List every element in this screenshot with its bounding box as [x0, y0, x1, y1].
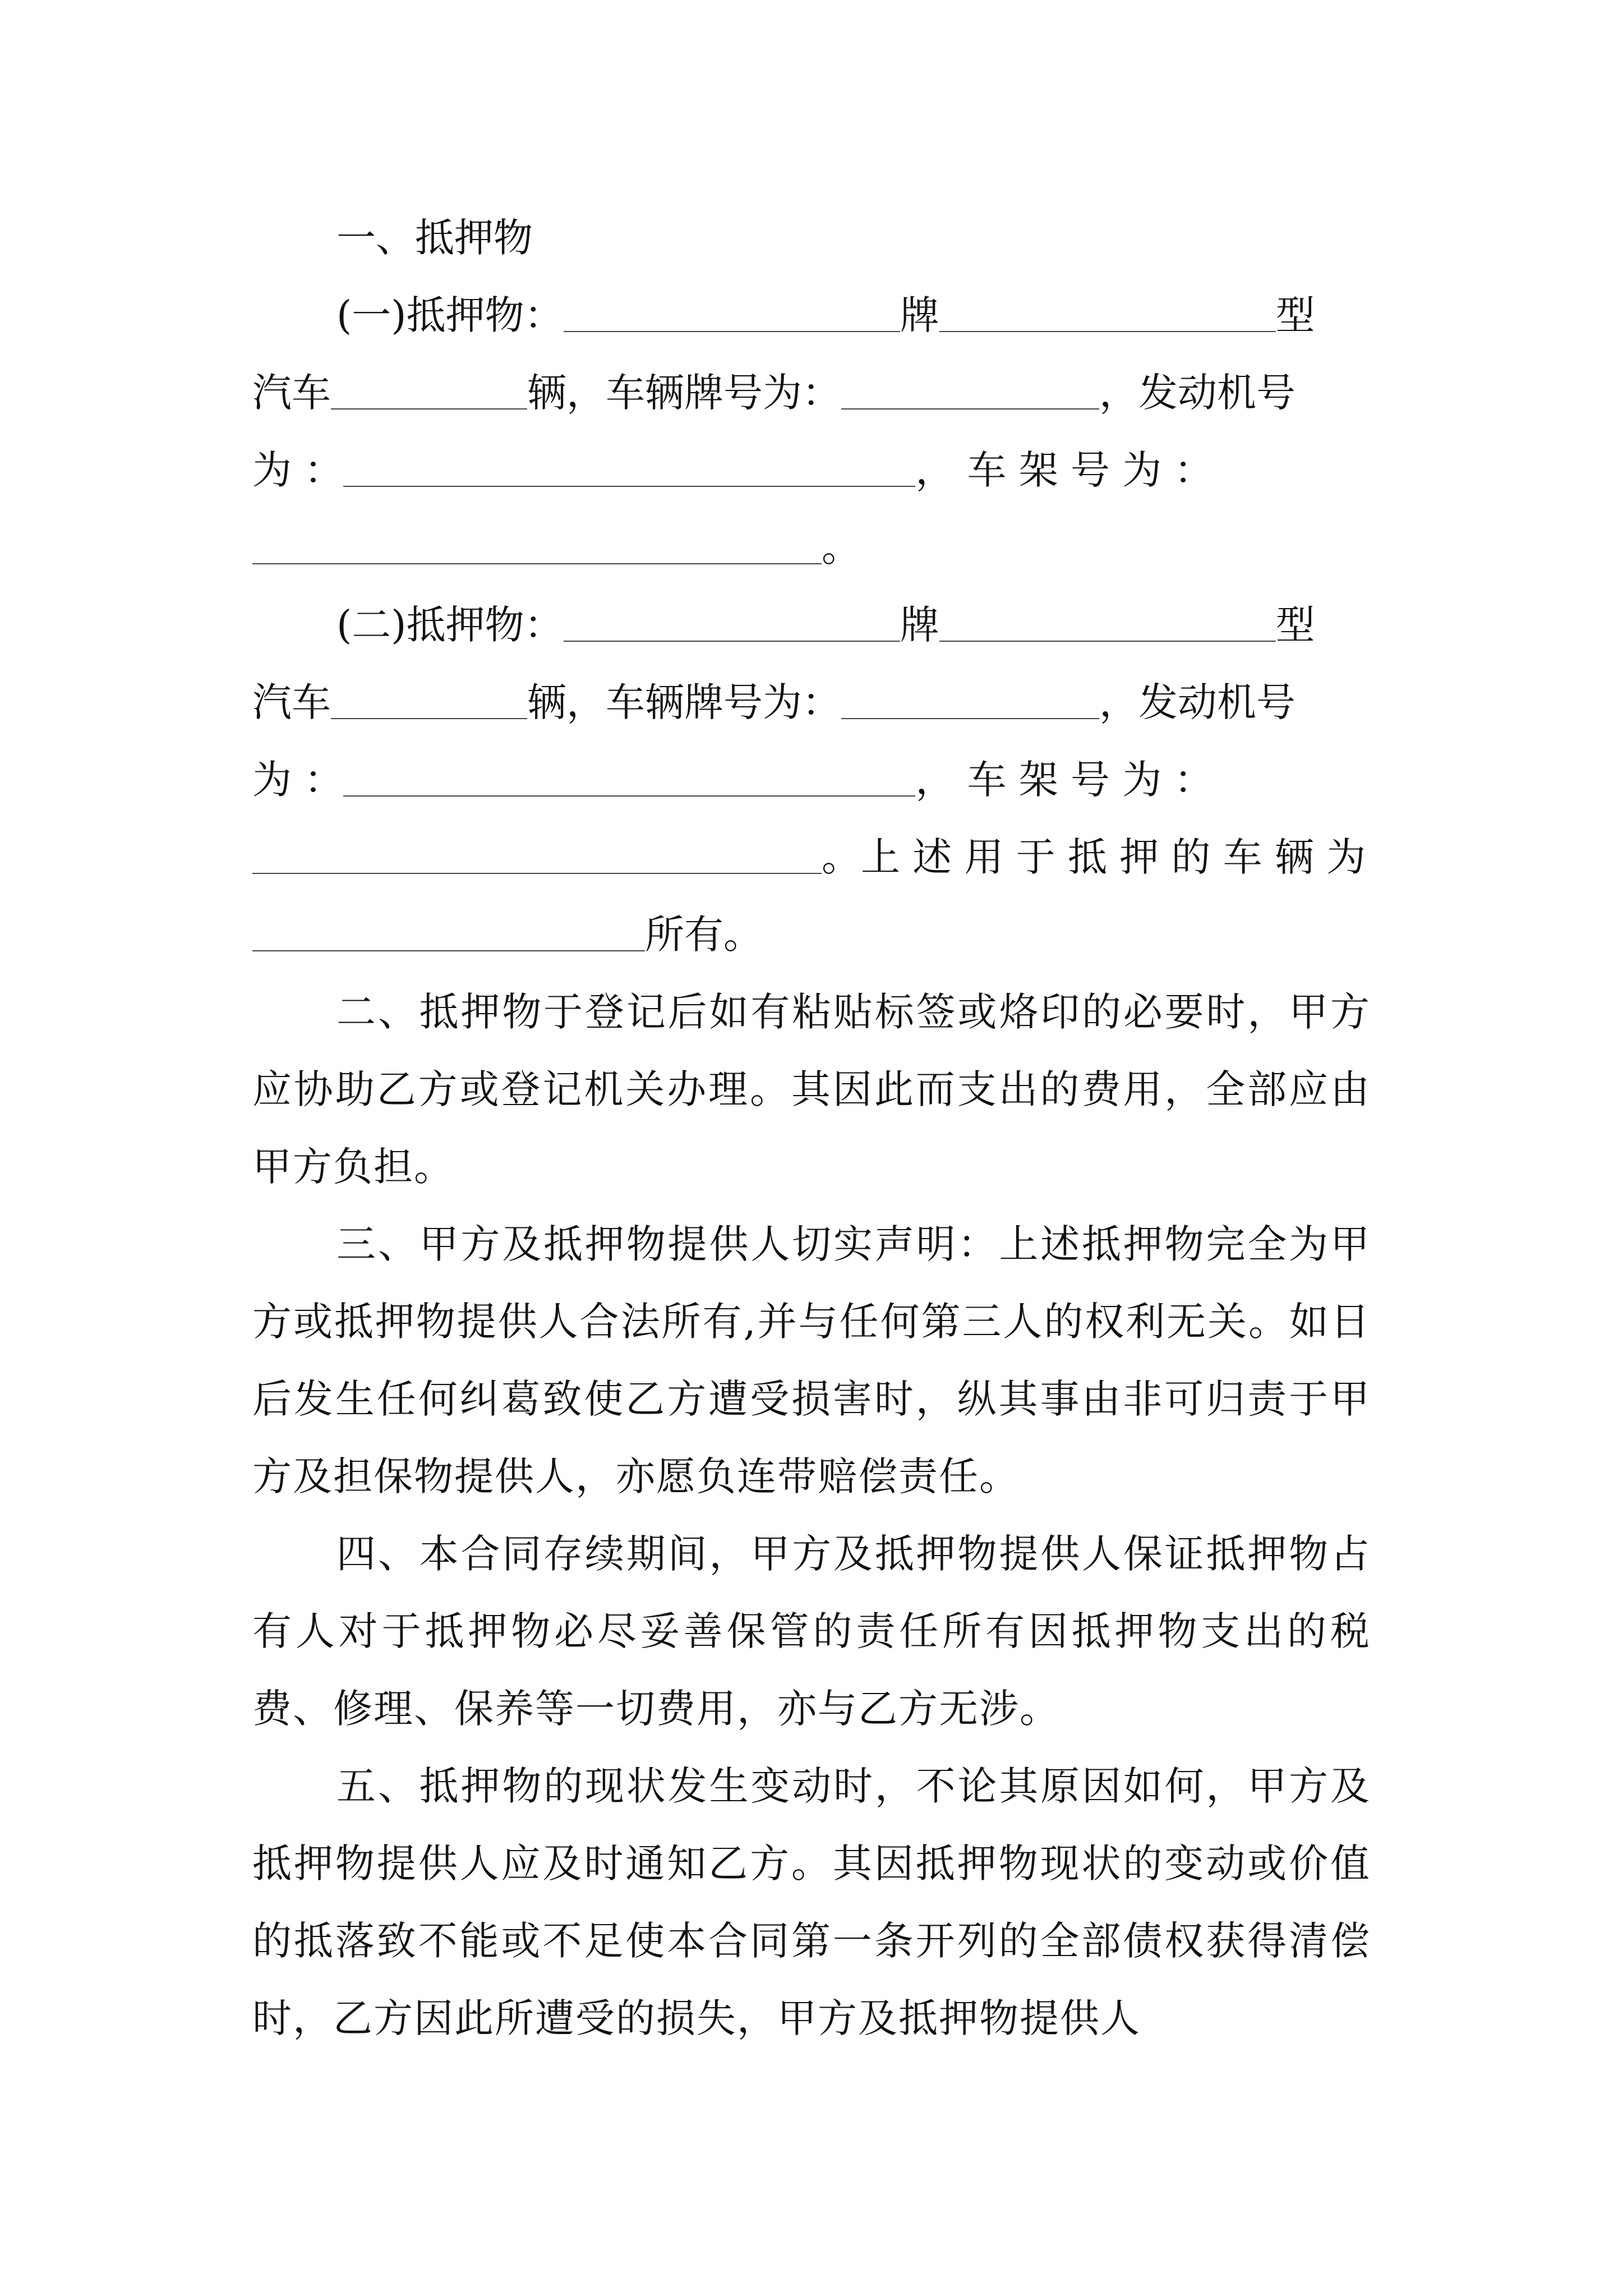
line-text: 。上 述 用 于 抵 押 的 车 辆 为	[822, 834, 1366, 880]
line-text: ，发动机号	[1099, 370, 1295, 416]
clause-1-item-2-line-4	[252, 818, 1371, 896]
line-text: 辆，车辆牌号为：	[527, 679, 841, 725]
fill-in-blank	[939, 607, 1276, 642]
line-text: 型	[1275, 292, 1315, 338]
fill-in-blank	[841, 684, 1099, 719]
fill-in-blank	[331, 375, 527, 409]
fill-in-blank	[252, 839, 822, 874]
line-text: 辆，车辆牌号为：	[527, 370, 841, 416]
fill-in-blank	[841, 375, 1099, 409]
fill-in-blank	[331, 684, 527, 719]
line-text: (二)抵押物：	[336, 602, 564, 648]
clause-1-item-1	[252, 277, 1371, 586]
clause-1-item-2-line-3	[252, 741, 1371, 818]
fill-in-blank	[564, 297, 900, 332]
clause-1-item-1-line-2	[252, 354, 1371, 431]
line-text: 汽车	[252, 679, 331, 725]
clause-4-paragraph: 四、本合同存续期间，甲方及抵押物提供人保证抵押物占有人对于抵押物必尽妥善保管的责任所有因抵押物支出的税费、修理、保养等一切费用，亦与乙方无涉。	[252, 1531, 1371, 1732]
line-text: ， 车 架 号 为 ：	[915, 757, 1214, 803]
fill-in-blank	[343, 452, 915, 487]
clause-1-item-2	[252, 586, 1371, 973]
fill-in-blank	[939, 297, 1276, 332]
line-text: 汽车	[252, 370, 331, 416]
line-text: 为 ：	[252, 757, 344, 803]
clause-1-item-1-line-1	[252, 277, 1371, 354]
line-text: 牌	[900, 602, 939, 648]
line-text: 牌	[900, 292, 939, 338]
clause-1-item-2-line-5	[252, 896, 1371, 973]
clause-1-item-2-line-2	[252, 664, 1371, 741]
line-text: 所有。	[645, 912, 763, 958]
fill-in-blank	[252, 917, 645, 951]
clause-1-item-2-line-1	[252, 586, 1371, 664]
line-text: 。	[822, 524, 861, 570]
clause-1-item-1-line-3	[252, 431, 1371, 509]
line-text: ， 车 架 号 为 ：	[915, 447, 1214, 493]
line-text: (一)抵押物：	[336, 292, 564, 338]
fill-in-blank	[343, 762, 915, 797]
clause-3-paragraph: 三、甲方及抵押物提供人切实声明：上述抵押物完全为甲方或抵押物提供人合法所有,并与任何第三人的权利无关。如日后发生任何纠葛致使乙方遭受损害时，纵其事由非可归责于甲方及担保物提供人，亦愿负连带赔偿责任。	[252, 1221, 1371, 1499]
line-text: ，发动机号	[1099, 679, 1295, 725]
clause-1-heading: 一、抵押物	[336, 215, 533, 261]
clause-2-paragraph: 二、抵押物于登记后如有粘贴标签或烙印的必要时，甲方应协助乙方或登记机关办理。其因此而支出的费用，全部应由甲方负担。	[252, 989, 1371, 1190]
fill-in-blank	[252, 530, 822, 564]
clause-5-paragraph: 五、抵押物的现状发生变动时，不论其原因如何，甲方及抵押物提供人应及时通知乙方。其因抵押物现状的变动或价值的抵落致不能或不足使本合同第一条开列的全部债权获得清偿时，乙方因此所遭受的损失，甲方及抵押物提供人	[252, 1763, 1371, 2041]
clause-1-item-1-line-4	[252, 509, 1371, 586]
fill-in-blank	[564, 607, 900, 642]
line-text: 为 ：	[252, 447, 344, 493]
line-text: 型	[1275, 602, 1315, 648]
